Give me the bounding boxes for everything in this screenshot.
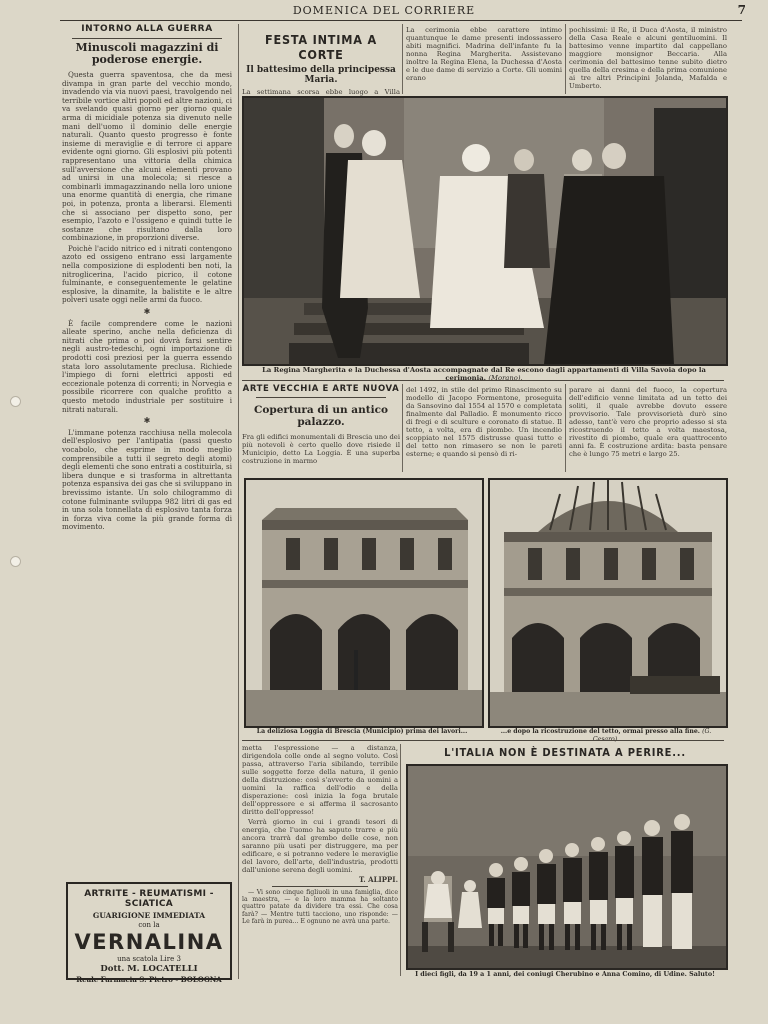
kicker-rule [72, 38, 222, 39]
signature-rule [272, 886, 368, 887]
binding-hole [10, 396, 21, 407]
bottom-para-1: metta l'espressione — a distanza, dirigendola colle onde al segno voluto. Così passa, attraverso l'aria sibilando, terribile sulle soggette forze della natura, il genio della distruzione: così s'avverte da uomini a uomini la raffica dell'odio e della disperazione: così inizia la foga brutale dell'oppressore e si afferma il sacrosanto diritto dell'oppresso! [242, 744, 398, 816]
ad-line-cure: GUARIGIONE IMMEDIATA [92, 911, 206, 920]
loggia-before-illustration [246, 480, 482, 726]
left-article-body [62, 71, 232, 532]
middle-headline: Copertura di un antico palazzo. [254, 404, 388, 428]
left-headline: Minuscoli magazzini di poderose energie. [75, 41, 219, 66]
ad-doctor: Dott. M. LOCATELLI [100, 964, 198, 974]
left-para-4: L'immane potenza racchiusa nella molecola dell'esplosivo per l'antipatia (passi questo vocabolo, che esprime in modo meglio comprensibile a tutti il segreto degli atomi) degli elementi che sono entrati a costituirla, si libera dunque e si trasforma in altrettanta potenza espansiva dei gas che si sviluppano in brevissimo istante. Un solo chilogrammo di cotone fulminante sviluppa 982 litri di gas ed in una sola tonnellata di esplosivo tanta forza in forza viva come la più grande forma di movimento. [62, 427, 232, 532]
left-para-3: È facile comprendere come le nazioni alleate sperino, anche nella deficienza di nitrati che prima o poi dovrà farsi sentire negli austro-tedeschi, ogni importazione di prodotti così preziosi per la guerra essendo stata loro assolutamente preclusa. Richiede l'impiego di forni elettrici apposti ed eccezionale potenza di correnti; in Norvegia e possibile ricorrere con qualche profitto a questo metodo industriale per sostituire i nitrati naturali. [62, 318, 232, 414]
ten-children-photo [406, 764, 728, 970]
section-rule [242, 740, 724, 741]
middle-story-heading [242, 384, 400, 474]
column-rule [402, 384, 403, 472]
running-title: DOMENICA DEL CORRIERE [292, 4, 476, 17]
top-subhead: Il battesimo della principessa Maria. [246, 65, 396, 85]
ad-line-ailments: ARTRITE - REUMATISMI - SCIATICA [84, 889, 214, 909]
ad-brand: VERNALINA [74, 930, 224, 954]
ad-price: una scatola Lire 3 [117, 955, 181, 963]
section-star: ✱ [143, 307, 151, 317]
author-signature: T. ALIPPI. [358, 875, 398, 884]
kicker-rule [256, 397, 386, 398]
royal-caption-text: La Regina Margherita e la Duchessa d'Aosta accompagnate dal Re escono dagli appartamenti di Villa Savoia dopo la cerimonia. [262, 366, 706, 382]
royal-baptism-photo [242, 96, 728, 366]
left-para-1: Questa guerra spaventosa, che da mesi divampa in gran parte del vecchio mondo, invadendo via via nuovi paesi, travolgendo nel terribile vortice altri popoli ed altre nazioni, ci va svelando quasi giorno per giorno quale arma di micidiale potenza sia divenuto nelle mani dell'uomo il dominio delle energie naturali. Quanto questo progresso è fonte insieme di meraviglie e di terrore ci appare evidente ogni giorno. Gli esplosivi più potenti rappresentano una vittoria della chimica sull'avversione che alcuni elementi provano ad unirsi in una molecola; si riesce a combinarli immagazzinando nella loro unione una enorme quantità di energia, che rimane poi, in potenza, pronta a liberarsi. Elementi che si associano per dispetto sono, per esempio, l'azoto e l'ossigeno e quindi tutte le sostanze che risultano dalla loro combinazione, in proporzioni diverse. [62, 70, 232, 243]
loggia-before-caption: La deliziosa Loggia di Brescia (Municipio) prima dei lavori... [256, 728, 468, 735]
binding-hole [10, 556, 21, 567]
ad-line-with: con la [138, 921, 160, 929]
section-rule [242, 380, 724, 381]
loggia-after-illustration [490, 480, 726, 726]
middle-col-3: parare ai danni del fuoco, la copertura dell'edificio venne limitata ad un tetto dei soliti, il quale avrebbe dovuto essere provvisorio. Tale provvisorietà durò sino adesso, tant'è vero che proprio adesso si sta ricostruendo il tetto a volta maestosa, rivestito di piombo, quale era quattrocento anni fa. È costruzione ardita: basta pensare che è lungo 75 metri e largo 25. [569, 386, 727, 458]
vernalina-ad [66, 882, 232, 984]
bottom-text-column [242, 744, 398, 976]
left-para-2: Poichè l'acido nitrico ed i nitrati contengono azoto ed ossigeno entrano essi largamente nella composizione di esplodenti ben noti, la nitroglicerina, l'acido picrico, il cotone fulminante, e conseguentemente le gelatine esplosive, la dinamite, la balistite e le altre polveri usate oggi nelle armi da fuoco. [62, 243, 232, 305]
header-rule [60, 20, 742, 21]
loggia-before-photo [244, 478, 484, 728]
column-rule [565, 24, 566, 94]
column-rule [565, 384, 566, 472]
page-number: 7 [737, 3, 746, 17]
royal-photo-credit: (Morano). [488, 374, 523, 382]
top-col-3: pochissimi: il Re, il Duca d'Aosta, il ministro della Casa Reale e alcuni gentiluomini. Il battesimo venne impartito dal cappellano maggiore monsignor Beccaria. Alla cerimonia del battesimo tenne subito dietro quella della cresima e della prima comunione ai tre altri Principini Jolanda, Mafalda e Umberto. [569, 26, 727, 90]
ten-children-scene [408, 766, 726, 968]
top-col-2: La cerimonia ebbe carattere intimo quantunque le dame presenti indossassero abiti magnifici. Madrina dell'infante fu la nonna Regina Margherita. Assistevano inoltre la Regina Elena, la Duchessa d'Aosta e le due dame di servizio a Corte. Gli uomini erano [406, 26, 562, 82]
middle-kicker: ARTE VECCHIA E ARTE NUOVA [242, 384, 400, 394]
top-headline: FESTA INTIMA A CORTE [265, 32, 377, 62]
middle-col-1: Fra gli edifici monumentali di Brescia uno dei più notevoli è certo quello dove risiede il Municipio, detto La Loggia. È una superba costruzione in marmo [242, 433, 400, 465]
column-rule [402, 24, 403, 94]
left-column [62, 24, 232, 864]
left-kicker: INTORNO ALLA GUERRA [81, 24, 213, 34]
section-star: ✱ [143, 416, 151, 426]
royal-baptism-scene [244, 98, 726, 364]
ad-pharmacy: Reale Farmacia S. Pietro - BOLOGNA [76, 975, 222, 984]
bottom-para-2: Verrà giorno in cui i grandi tesori di energia, che l'uomo ha saputo trarre e più ancora trarrà dal grembo delle cose, non saranno più usati per distruggere, ma per edificare, e si potranno vedere le meraviglie del lavoro, dell'arte, dell'industria, prodotti dall'unione serena degli uomini. [242, 818, 398, 874]
bottom-headline: L'ITALIA NON È DESTINATA A PERIRE... [444, 746, 686, 759]
loggia-after-caption-block [488, 728, 724, 744]
bottom-anecdote: — Vi sono cinque figliuoli in una famiglia, dice la maestra, — e la loro mamma ha soltanto quattro patate da dividere tra essi. Che cosa farà? — Mentre tutti tacciono, uno risponde: — Le farà in purea... E ognuno ne avrà una parte. [242, 889, 398, 925]
children-photo-caption: I dieci figli, da 19 a 1 anni, dei coniugi Cherubino e Anna Comino, di Udine. Saluto! [415, 970, 715, 978]
loggia-after-caption: ...e dopo la ricostruzione del tetto, ormai presso alla fine. [500, 728, 700, 735]
loggia-photo-credit: (G. Cesaro). [592, 728, 712, 743]
top-col-1: La settimana scorsa ebbe luogo a Villa [242, 88, 400, 96]
column-rule [400, 744, 401, 976]
column-rule [238, 24, 239, 979]
top-story-heading [242, 24, 400, 96]
loggia-after-photo [488, 478, 728, 728]
middle-col-2: del 1492, in stile del primo Rinascimento su modello di Jacopo Formentone, proseguita da Sansovino dal 1554 al 1570 e completata finalmente dal Palladio. È monumento ricco di fregi e di sculture e coronato di statue. Il tetto, a volta, era di piombo. Un incendio scoppiato nel 1575 distrusse quasi tutto e del tetto non rimasero se non le pareti esterne; e quando si pensò di ri- [406, 386, 562, 458]
